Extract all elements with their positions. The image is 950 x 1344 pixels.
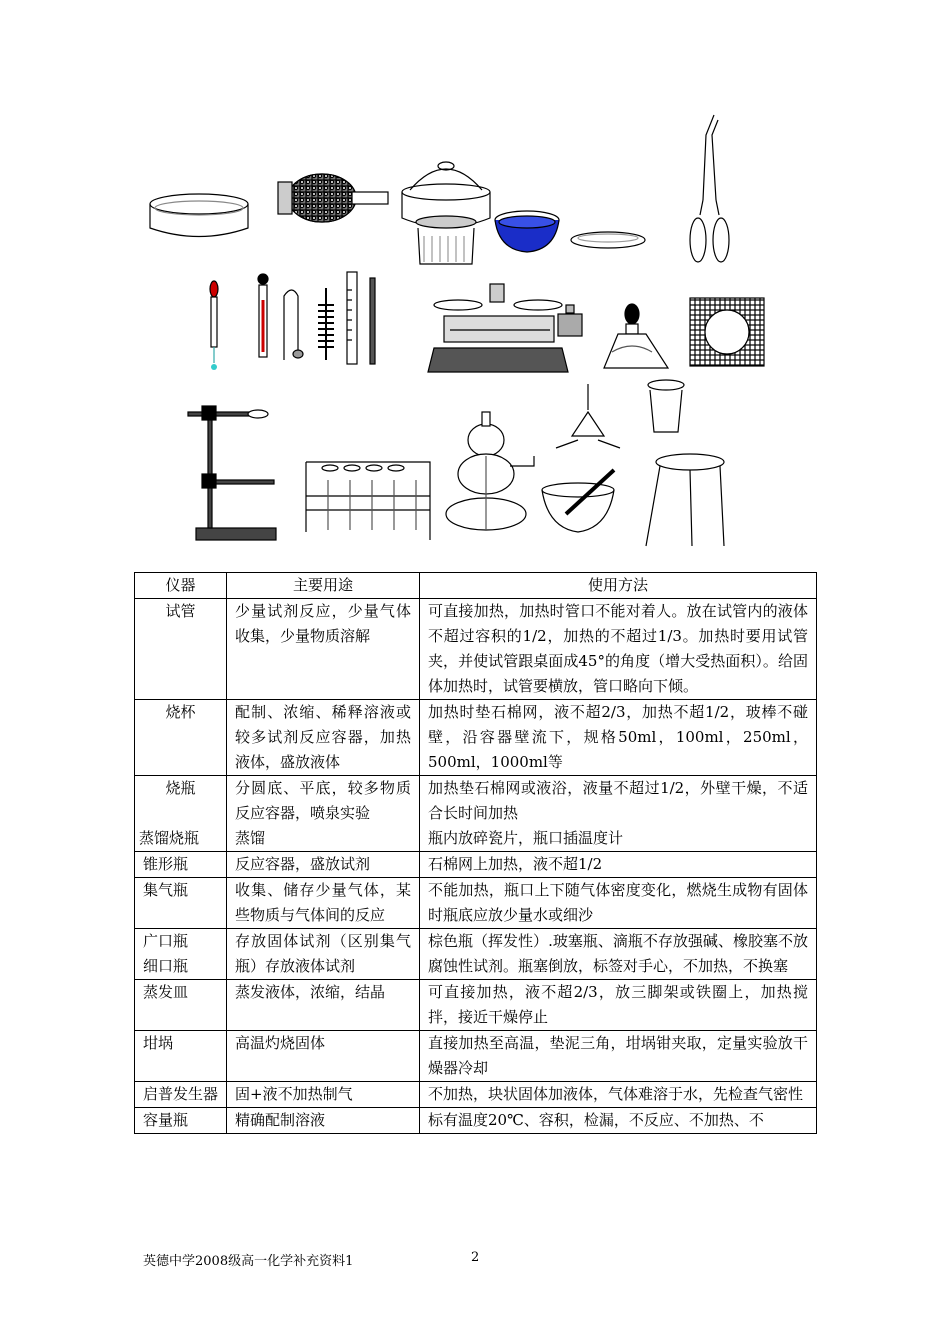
clay-triangle-icon: [556, 384, 620, 448]
instrument-name: 蒸发皿: [135, 980, 227, 1031]
desiccator-icon: [402, 162, 490, 264]
instrument-name: 烧杯: [135, 700, 227, 776]
instrument-name: [135, 929, 227, 980]
instrument-name: 集气瓶: [135, 878, 227, 929]
page-footer: 英德中学2008级高一化学补充资料1: [143, 1254, 354, 1269]
instrument-name: 锥形瓶: [135, 852, 227, 878]
dropper-icon: [210, 281, 218, 370]
instrument-method: [420, 776, 817, 852]
instrument-use: 收集、储存少量气体，某些物质与气体间的反应: [227, 878, 420, 929]
instrument-method: 可直接加热，液不超2/3，放三脚架或铁圈上，加热搅拌，接近干燥停止: [420, 980, 817, 1031]
header-main-use: 主要用途: [227, 573, 420, 599]
table-row: [135, 599, 817, 700]
spatula-icon: [347, 272, 357, 364]
instrument-name: 容量瓶: [135, 1108, 227, 1134]
table-row: [135, 878, 817, 929]
weight-icon: [558, 305, 582, 336]
instrument-name-line: 广口瓶: [143, 932, 189, 950]
table-row: [135, 929, 817, 980]
table-row: [135, 1082, 817, 1108]
watch-glass-icon: [571, 232, 645, 248]
instrument-method: 棕色瓶（挥发性）.玻塞瓶、滴瓶不存放强碱、橡胶塞不放腐蚀性试剂。瓶塞倒放，标签对手心，不加热，不换塞: [420, 929, 817, 980]
table-row: [135, 1031, 817, 1082]
crucible-tongs-icon: [690, 115, 729, 262]
instrument-use: 少量试剂反应，少量气体收集，少量物质溶解: [227, 599, 420, 700]
instrument-method: 石棉网上加热，液不超1/2: [420, 852, 817, 878]
instrument-method: 标有温度20℃、容积，检漏，不反应、不加热、不: [420, 1108, 817, 1134]
instrument-method: 可直接加热，加热时管口不能对着人。放在试管内的液体不超过容积的1/2，加热的不超过1/3。加热时要用试管夹，并使试管跟桌面成45°的角度（增大受热面积）。给固体加热时，试管要横放，管口略向下倾。: [420, 599, 817, 700]
instrument-use: 蒸发液体，浓缩，结晶: [227, 980, 420, 1031]
instrument-method: 不加热，块状固体加液体，气体难溶于水，先检查气密性: [420, 1082, 817, 1108]
instrument-name: [135, 776, 227, 852]
iron-stand-icon: [188, 406, 276, 540]
instrument-name-line: 细口瓶: [143, 957, 189, 975]
instrument-use-line: 分圆底、平底，较多物质反应容器，喷泉实验: [235, 779, 411, 822]
instrument-use: 高温灼烧固体: [227, 1031, 420, 1082]
kipp-generator-icon: [446, 412, 534, 530]
instrument-name: 坩埚: [135, 1031, 227, 1082]
glass-rod-icon: [370, 278, 375, 364]
table-row: [135, 776, 817, 852]
apparatus-illustrations: [0, 0, 950, 560]
balance-icon: [428, 284, 568, 372]
test-tube-rack-icon: [306, 462, 430, 540]
instrument-name: 试管: [135, 599, 227, 700]
table-row: [135, 1108, 817, 1134]
header-instrument: 仪器: [135, 573, 227, 599]
instrument-method-line: 加热垫石棉网或液浴，液量不超过1/2，外壁干燥，不适合长时间加热: [428, 779, 808, 822]
header-usage-method: 使用方法: [420, 573, 817, 599]
table-header-row: [135, 573, 817, 599]
table-row: [135, 852, 817, 878]
test-tube-brush-icon: [318, 288, 334, 360]
instrument-use: 反应容器，盛放试剂: [227, 852, 420, 878]
instrument-name-line: 烧瓶: [165, 779, 196, 797]
page-number: 2: [471, 1250, 480, 1265]
instrument-use: 存放固体试剂（区别集气瓶）存放液体试剂: [227, 929, 420, 980]
evaporating-dish-icon: [495, 211, 559, 252]
petri-dish-icon: [150, 194, 248, 237]
instrument-method-line: 瓶内放碎瓷片，瓶口插温度计: [428, 829, 624, 847]
thermometer-icon: [258, 274, 268, 357]
instrument-use: 配制、浓缩、稀释溶液或较多试剂反应容器，加热液体，盛放液体: [227, 700, 420, 776]
instrument-method: 不能加热，瓶口上下随气体密度变化，燃烧生成物有固体时瓶底应放少量水或细沙: [420, 878, 817, 929]
instrument-method: 直接加热至高温，垫泥三角，坩埚钳夹取，定量实验放干燥器冷却: [420, 1031, 817, 1082]
instrument-use-line: 蒸馏: [235, 829, 266, 847]
combustion-spoon-icon: [284, 290, 303, 360]
instrument-method: 加热时垫石棉网，液不超2/3，加热不超1/2，玻棒不碰壁，沿容器壁流下，规格50ml，100ml，250ml，500ml，1000ml等: [420, 700, 817, 776]
tripod-icon: [646, 454, 724, 546]
instrument-name-line: 蒸馏烧瓶: [139, 829, 200, 847]
crucible-icon: [648, 380, 684, 432]
table-row: [135, 980, 817, 1031]
instrument-use: 固+液不加热制气: [227, 1082, 420, 1108]
mortar-icon: [542, 470, 614, 532]
instrument-use: [227, 776, 420, 852]
instrument-use: 精确配制溶液: [227, 1108, 420, 1134]
instrument-name: 启普发生器: [135, 1082, 227, 1108]
table-row: [135, 700, 817, 776]
wire-gauze-icon: [690, 298, 764, 366]
apparatus-table: [134, 572, 817, 1134]
sieve-icon: [278, 174, 388, 222]
alcohol-lamp-icon: [604, 304, 668, 368]
